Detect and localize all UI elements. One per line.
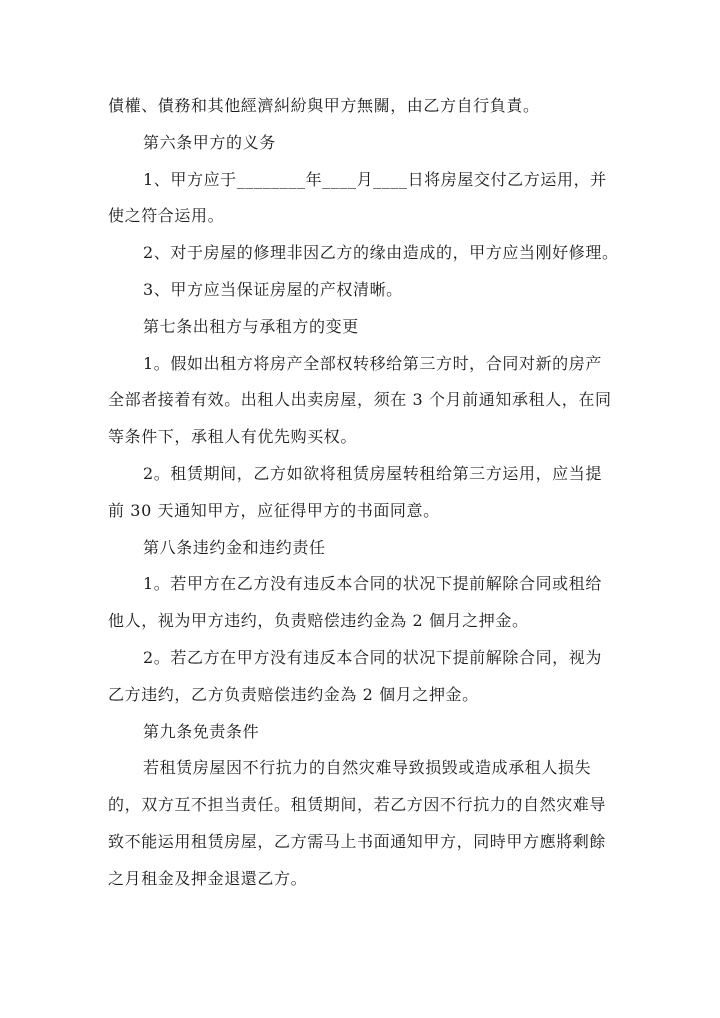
section-heading-article-8: 第八条违约金和违约责任 bbox=[143, 537, 326, 557]
text-line: 的，双方互不担当责任。租赁期间，若乙方因不行抗力的自然灾难导 bbox=[108, 795, 607, 815]
section-heading-article-9: 第九条免责条件 bbox=[143, 721, 260, 741]
text-line: 債權、債務和其他經濟糾紛與甲方無關，由乙方自行負責。 bbox=[108, 96, 540, 115]
text-line: 3、甲方应当保证房屋的产权清晰。 bbox=[143, 279, 403, 299]
text-line: 他人，视为甲方违约，负责赔偿违约金為 2 個月之押金。 bbox=[108, 611, 529, 631]
text-line: 2、对于房屋的修理非因乙方的缘由造成的，甲方应当刚好修理。 bbox=[143, 243, 619, 263]
text-line: 前 30 天通知甲方，应征得甲方的书面同意。 bbox=[108, 500, 440, 520]
document-body bbox=[108, 88, 619, 898]
text-line: 1。假如出租方将房产全部权转移给第三方时，合同对新的房产 bbox=[143, 353, 602, 373]
text-line: 若租赁房屋因不行抗力的自然灾难导致损毁或造成承租人损失 bbox=[143, 758, 592, 778]
section-heading-article-7: 第七条出租方与承租方的变更 bbox=[143, 316, 359, 336]
text-line: 2。租赁期间，乙方如欲将租赁房屋转租给第三方运用，应当提 bbox=[143, 463, 602, 483]
text-line: 全部者接着有效。出租人出卖房屋，须在 3 个月前通知承租人，在同 bbox=[108, 390, 612, 410]
text-line: 等条件下，承租人有优先购买权。 bbox=[108, 427, 358, 447]
section-heading-article-6: 第六条甲方的义务 bbox=[143, 132, 276, 152]
text-line: 1。若甲方在乙方没有违反本合同的状况下提前解除合同或租给 bbox=[143, 574, 602, 594]
text-line: 之月租金及押金退還乙方。 bbox=[108, 868, 308, 888]
text-line: 使之符合运用。 bbox=[108, 206, 225, 226]
text-line: 2。若乙方在甲方没有违反本合同的状况下提前解除合同，视为 bbox=[143, 647, 602, 667]
text-line: 致不能运用租赁房屋，乙方需马上书面通知甲方，同時甲方應將剩餘 bbox=[108, 831, 607, 851]
text-line: 乙方违约，乙方负责赔偿违约金為 2 個月之押金。 bbox=[108, 684, 479, 704]
text-line: 1、甲方应于________年____月____日将房屋交付乙方运用，并 bbox=[143, 169, 607, 189]
